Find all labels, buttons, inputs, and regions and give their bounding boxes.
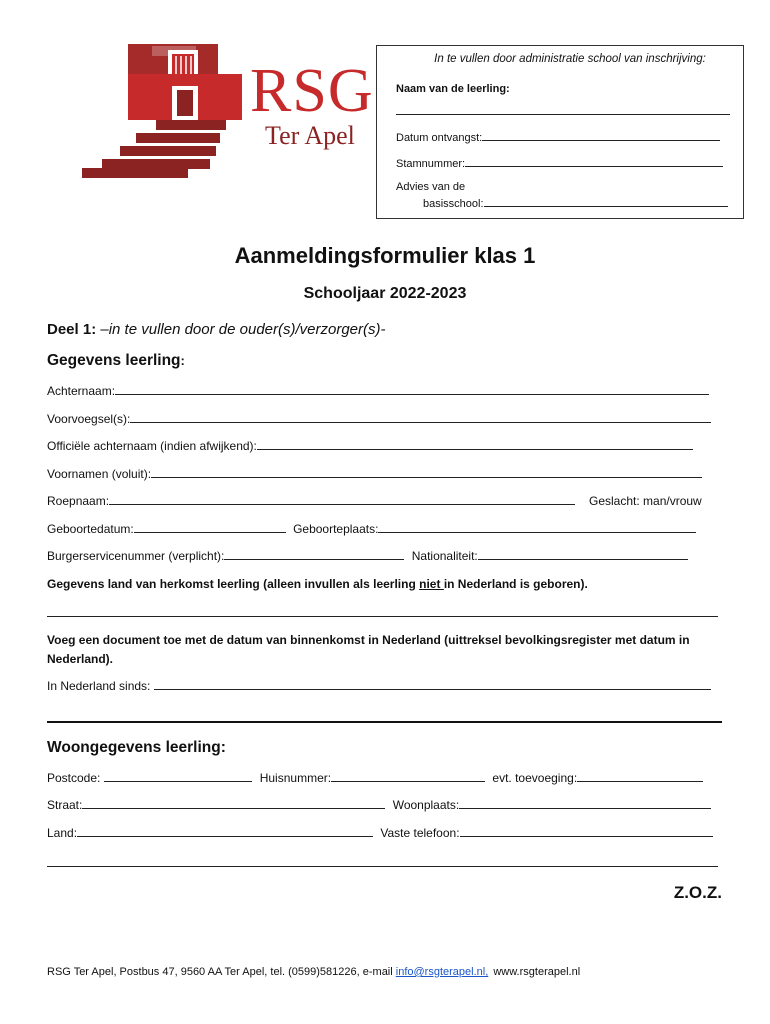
admin-box-header: In te vullen door administratie school van inschrijving: [434,53,706,65]
section-student-colon: : [180,353,185,368]
country-field[interactable] [77,826,373,837]
section-divider [47,721,722,723]
logo-rsg-text: RSG [250,57,374,125]
official-surname-label: Officiële achternaam (indien afwijkend): [47,439,257,453]
country-label: Land: [47,826,78,840]
part-label: Deel 1: [47,321,97,338]
origin-instruction [47,576,588,592]
birth-place-field[interactable] [378,522,696,533]
postcode-field[interactable] [104,771,252,782]
extra-line-field[interactable] [47,866,718,867]
document-instruction-line2: Nederland). [47,652,114,666]
origin-instruction-end: in Nederland is geboren). [443,577,588,591]
advice-label-line1: Advies van de [396,181,466,193]
student-number-label: Stamnummer: [396,158,466,170]
school-logo [82,44,374,178]
logo-location-text: Ter Apel [265,121,355,150]
gender-label[interactable]: Geslacht: man/vrouw [589,494,702,508]
footer-website[interactable]: www.rsgterapel.nl [493,966,581,978]
city-field[interactable] [459,798,711,809]
section-residence-heading: Woongegevens leerling: [47,739,226,756]
date-received-field[interactable] [482,130,720,141]
in-nl-since-field[interactable] [154,679,711,690]
document-instruction-line1: Voeg een document toe met de datum van binnenkomst in Nederland (uittreksel bevolkingsregister met datum in [47,633,690,647]
addition-field[interactable] [577,771,703,782]
section-student-heading: Gegevens leerling [47,352,181,369]
student-name-field[interactable] [396,104,730,115]
surname-label: Achternaam: [47,384,116,398]
origin-instruction-text: Gegevens land van herkomst leerling (alleen invullen als leerling [47,577,420,591]
advice-field[interactable] [484,196,728,207]
advice-label-line2: basisschool: [423,198,484,210]
nationality-label: Nationaliteit: [411,549,478,563]
admin-box [376,45,744,219]
bsn-field[interactable] [224,549,404,560]
birth-place-label: Geboorteplaats: [293,522,379,536]
call-name-label: Roepnaam: [47,494,110,508]
footer [47,966,580,978]
turn-over-note: Z.O.Z. [673,883,722,902]
origin-country-field[interactable] [47,616,718,617]
city-label: Woonplaats: [392,798,460,812]
official-surname-field[interactable] [257,439,693,450]
first-names-label: Voornamen (voluit): [47,467,152,481]
street-field[interactable] [82,798,385,809]
prefix-field[interactable] [130,412,711,423]
footer-email-link[interactable]: info@rsgterapel.nl, [395,966,489,978]
street-label: Straat: [47,798,83,812]
in-nl-since-label: In Nederland sinds: [47,679,151,693]
student-number-field[interactable] [465,156,723,167]
nationality-field[interactable] [478,549,688,560]
origin-instruction-emphasis: niet [419,577,444,591]
first-names-field[interactable] [151,467,702,478]
date-received-label: Datum ontvangst: [396,132,483,144]
postcode-label: Postcode: [47,771,101,785]
phone-label: Vaste telefoon: [380,826,460,840]
birth-date-field[interactable] [134,522,286,533]
school-year: Schooljaar 2022-2023 [303,285,467,302]
section-student-details [47,352,185,370]
surname-field[interactable] [115,384,709,395]
house-number-label: Huisnummer: [259,771,332,785]
student-name-label: Naam van de leerling: [396,83,510,95]
birth-date-label: Geboortedatum: [47,522,134,536]
house-number-field[interactable] [331,771,485,782]
part-description: –in te vullen door de ouder(s)/verzorger(s)- [96,321,386,338]
prefix-label: Voorvoegsel(s): [47,412,131,426]
call-name-field[interactable] [109,494,575,505]
form-title: Aanmeldingsformulier klas 1 [234,243,536,268]
bsn-label: Burgerservicenummer (verplicht): [47,549,225,563]
phone-field[interactable] [460,826,713,837]
addition-label: evt. toevoeging: [492,771,578,785]
part-heading [47,321,386,338]
footer-address: RSG Ter Apel, Postbus 47, 9560 AA Ter Apel, tel. (0599)581226, e-mail [47,966,396,978]
